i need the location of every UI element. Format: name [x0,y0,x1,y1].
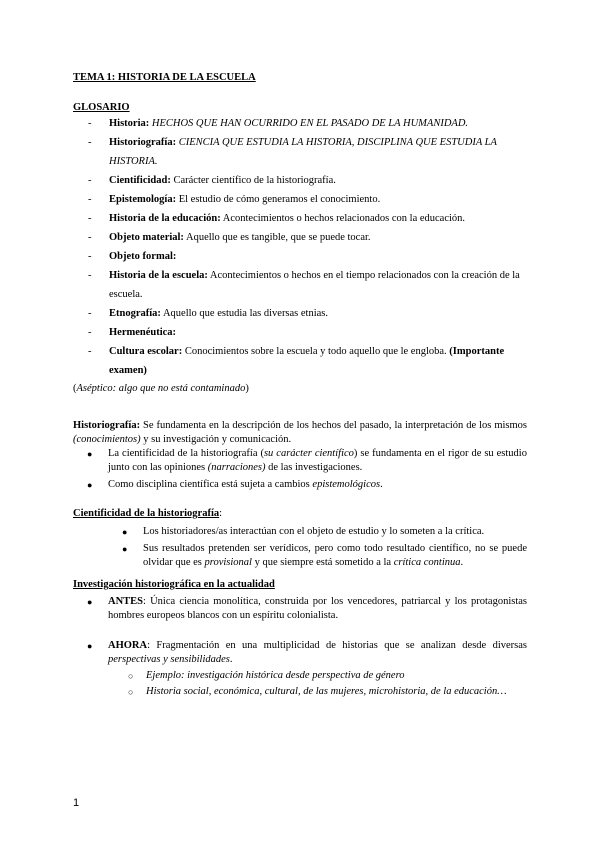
text: : Única ciencia monolítica, construida por los vencedores, patriarcal y los protagonistas hombres europeos blancos con un espíritu colonialista. [108,596,527,621]
glossary-definition: CIENCIA QUE ESTUDIA LA HISTORIA, DISCIPLINA QUE ESTUDIA LA HISTORIA. [109,137,497,167]
italic-text: su carácter científico [263,448,354,459]
text: . [229,654,233,665]
text: Como disciplina científica está sujeta a cambios [108,479,313,490]
text: y que siempre está sometido a la [251,557,394,568]
glossary-term: Historia: [109,118,150,129]
sub-bullet-item [128,669,527,683]
cientificidad-section [73,507,527,570]
italic-text: provisional [204,557,252,568]
text: Se fundamenta en la descripción de los hechos del pasado, la interpretación de los mismos [140,420,527,431]
italic-text: epistemológicos [312,479,381,490]
text: de las investigaciones. [265,462,363,473]
bullet-dot-icon: ● [122,544,128,554]
italic-text: crítica continua [393,557,461,568]
dash-bullet-icon: - [88,213,92,224]
glossary-term: Cientificidad: [109,175,171,186]
dash-bullet-icon: - [88,232,92,243]
glossary-list [88,114,528,380]
text: La cientificidad de la historiografía ( [108,448,264,459]
bullet-dot-icon: ● [87,480,93,490]
bullet-dot-icon: ● [87,597,93,607]
glossary-item [88,114,528,133]
glossary-item [88,190,528,209]
italic-text: Historia social, económica, cultural, de las mujeres, microhistoria, de la educación… [146,686,507,697]
dash-bullet-icon: - [88,194,92,205]
text: ) se fundamenta en el rigor de su estudio junto con las opiniones [108,448,527,473]
bullet-item-ahora [87,639,527,667]
historiografia-section [73,419,527,492]
dash-bullet-icon: - [88,118,92,129]
bullet-dot-icon: ● [87,449,93,459]
dash-bullet-icon: - [88,251,92,262]
bullet-circle-icon: ○ [128,671,134,681]
investigacion-section [73,578,527,699]
dash-bullet-icon: - [88,308,92,319]
glossary-definition: Acontecimientos o hechos relacionados con la educación. [220,213,466,224]
dash-bullet-icon: - [88,175,92,186]
italic-text: (conocimientos) [73,434,141,445]
investigacion-heading [73,578,527,592]
italic-text: (narraciones) [207,462,266,473]
glossary-term: Objeto material: [109,232,184,243]
glossary-definition: Aquello que es tangible, que se puede tocar. [183,232,371,243]
glossary-definition: Aquello que estudia las diversas etnias. [160,308,329,319]
paren-close: ) [245,383,249,394]
bullet-item [87,478,527,492]
bullet-circle-icon: ○ [128,687,134,697]
glossary-definition: Conocimientos sobre la escuela y todo aquello que le engloba. [182,346,450,357]
glossary-item [88,304,528,323]
text: : [219,508,223,519]
glossary-item [88,323,528,342]
glossary-term: Epistemología: [109,194,177,205]
glossary-item [88,342,528,380]
glossary-definition: Carácter científico de la historiografía. [170,175,336,186]
text: Sus resultados pretenden ser verídicos, pero como todo resultado científico, no se puede olvidar que es [143,543,527,568]
glossary-item [88,171,528,190]
glossary-term: Historia de la escuela: [109,270,208,281]
dash-bullet-icon: - [88,270,92,281]
glossary-definition: El estudio de cómo generamos el conocimiento. [176,194,381,205]
bullet-item [87,447,527,475]
bullet-item [122,542,527,570]
italic-text: Ejemplo: investigación histórica desde perspectiva de género [146,670,405,681]
glossary-term: Etnografía: [109,308,161,319]
cientificidad-heading: Cientificidad de la historiografía [73,508,220,519]
bullet-item-antes [87,595,527,623]
text: . [460,557,464,568]
glossary-term: Hermenéutica: [109,327,177,338]
glossary-heading: GLOSARIO [73,102,130,113]
glossary-item [88,247,528,266]
glossary-term: Historia de la educación: [109,213,221,224]
glossary-term: Objeto formal: [109,251,177,262]
cientificidad-heading-line [73,507,527,521]
text: : Fragmentación en una multiplicidad de historias que se analizan desde diversas [147,640,527,651]
page-number: 1 [73,797,80,809]
ahora-label: AHORA [108,640,148,651]
aseptico-text: Aséptico: algo que no está contaminado [76,383,246,394]
investigacion-heading-text: Investigación historiográfica en la actualidad [73,579,275,590]
glossary-item [88,228,528,247]
glossary-term: Cultura escolar: [109,346,183,357]
dash-bullet-icon: - [88,327,92,338]
paren-open: ( [73,383,77,394]
historiografia-paragraph [73,419,527,447]
text: Los historiadores/as interactúan con el objeto de estudio y lo someten a la crítica. [143,526,485,537]
historiografia-lead: Historiografía: [73,420,141,431]
glossary-definition: HECHOS QUE HAN OCURRIDO EN EL PASADO DE LA HUMANIDAD. [149,118,469,129]
text: . [380,479,383,490]
aseptico-note [73,383,249,394]
dash-bullet-icon: - [88,346,92,357]
bullet-dot-icon: ● [87,641,93,651]
dash-bullet-icon: - [88,137,92,148]
italic-text: perspectivas y sensibilidades [108,654,230,665]
bullet-dot-icon: ● [122,527,128,537]
glossary-definition: Acontecimientos o hechos en el tiempo relacionados con la creación de la escuela. [109,270,520,300]
antes-label: ANTES [108,596,144,607]
glossary-term: Historiografía: [109,137,177,148]
bullet-item [122,525,527,539]
page-title: TEMA 1: HISTORIA DE LA ESCUELA [73,72,256,83]
glossary-item [88,266,528,304]
glossary-item [88,209,528,228]
sub-bullet-item [128,685,527,699]
glossary-note: (Importante examen) [109,346,505,376]
text: y su investigación y comunicación. [140,434,292,445]
glossary-item [88,133,528,171]
